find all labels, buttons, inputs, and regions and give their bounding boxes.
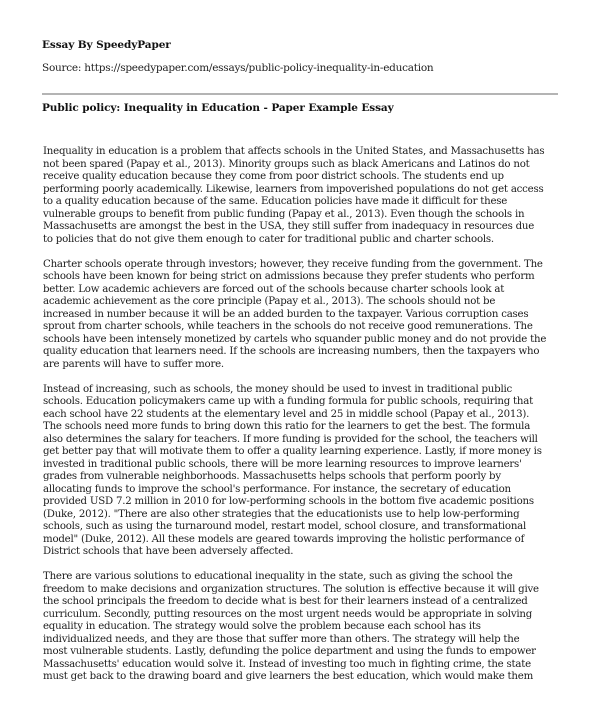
paragraph-line: are parents will have to suffer more.	[43, 358, 224, 370]
paragraph-line: individualized needs, and they are those that suffer more than others. The strategy will help the	[43, 633, 520, 645]
paragraph-line: schools have been known for being strict on admissions because they prefer students who perform	[43, 271, 535, 282]
paragraph-line: schools have been intensely monetized by cartels who squander public money and do not provide the	[43, 333, 547, 345]
paragraph-line: Charter schools operate through investors; however, they receive funding from the government. The	[43, 258, 543, 270]
essay-body	[43, 146, 563, 696]
paragraph-line: get better pay that will motivate them to offer a quality learning experience. Lastly, if more money is	[43, 446, 542, 457]
essay-paragraph	[43, 571, 563, 684]
paragraph-line: to a quality education because of the same. Education policies have made it difficult for these	[43, 196, 508, 207]
paragraph-line: receive quality education because they come from poor district schools. The students end up	[43, 171, 504, 182]
paragraph-line: also determines the salary for teachers. If more funding is provided for the school, the teachers will	[43, 433, 538, 445]
essay-paragraph	[43, 146, 563, 246]
paragraph-line: performing poorly academically. Likewise, learners from impoverished populations do not get access	[43, 183, 544, 195]
paragraph-line: The schools need more funds to bring down this ratio for the learners to get the best. The formula	[43, 421, 531, 432]
paragraph-line: quality education that learners need. If the schools are increasing numbers, then the taxpayers who	[43, 346, 540, 357]
paragraph-line: increased in number because it will be an added burden to the taxpayer. Various corruption cases	[43, 308, 529, 320]
paragraph-line: schools. Education policymakers came up with a funding formula for public schools, requiring that	[43, 396, 533, 407]
essay-paragraph	[43, 259, 563, 372]
paragraph-line: better. Low academic achievers are forced out of the schools because charter schools look at	[43, 283, 505, 295]
paragraph-line: academic achievement as the core principle (Papay et al., 2013). The schools should not be	[43, 296, 496, 307]
paragraph-line: schools, such as using the turnaround model, restart model, school closure, and transformational	[43, 521, 527, 532]
paragraph-line: District schools that have been adversely affected.	[43, 546, 294, 557]
paragraph-line: There are various solutions to educational inequality in the state, such as giving the school the	[43, 571, 513, 582]
paragraph-line: sprout from charter schools, while teachers in the schools do not receive good remunerations. The	[43, 321, 533, 332]
paragraph-line: model" (Duke, 2012). All these models are geared towards improving the holistic performance of	[43, 533, 525, 545]
paragraph-line: most vulnerable students. Lastly, defunding the police department and using the funds to empower	[43, 646, 536, 657]
paragraph-line: Massachusetts' education would solve it. Instead of investing too much in fighting crime, the state	[43, 658, 531, 670]
paragraph-line: invested in traditional public schools, there will be more learning resources to improve learners'	[43, 458, 522, 470]
essay-author: Essay By SpeedyPaper	[42, 39, 171, 51]
paragraph-line: Massachusetts are amongst the best in the USA, they still suffer from inadequacy in resources due	[43, 221, 535, 232]
essay-title: Public policy: Inequality in Education - Paper Example Essay	[42, 102, 394, 114]
paragraph-line: curriculum. Secondly, putting resources on the most urgent needs would be appropriate in solving	[43, 608, 533, 620]
paragraph-line: freedom to make decisions and organization structures. The solution is effective because it will give	[43, 583, 539, 595]
paragraph-line: Inequality in education is a problem that affects schools in the United States, and Massachusetts has	[43, 146, 545, 157]
essay-source-link[interactable]: Source: https://speedypaper.com/essays/public-policy-inequality-in-education	[42, 62, 434, 74]
paragraph-line: provided USD 7.2 million in 2010 for low-performing schools in the bottom five academic positions	[43, 496, 534, 507]
paragraph-line: to policies that do not give them enough to cater for traditional public and charter schools.	[43, 233, 494, 245]
paragraph-line: the school principals the freedom to decide what is best for their learners instead of a centralized	[43, 596, 528, 607]
paragraph-line: each school have 22 students at the elementary level and 25 in middle school (Papay et al., 2013).	[43, 408, 530, 420]
paragraph-line: not been spared (Papay et al., 2013). Minority groups such as black Americans and Latinos do not	[43, 158, 530, 170]
paragraph-line: grades from vulnerable neighborhoods. Massachusetts helps schools that perform poorly by	[43, 471, 501, 482]
paragraph-line: allocating funds to improve the school's performance. For instance, the secretary of education	[43, 483, 511, 495]
paragraph-line: (Duke, 2012). "There are also other strategies that the educationists use to help low-performing	[43, 508, 520, 520]
paragraph-line: vulnerable groups to benefit from public funding (Papay et al., 2013). Even though the schools in	[43, 208, 525, 220]
paragraph-line: Instead of increasing, such as schools, the money should be used to invest in traditional public	[43, 383, 513, 395]
essay-paragraph	[43, 384, 563, 559]
header-divider	[42, 93, 558, 95]
paragraph-line: equality in education. The strategy would solve the problem because each school has its	[43, 621, 481, 632]
paragraph-line: must get back to the drawing board and give learners the best education, which would make them	[43, 671, 534, 682]
